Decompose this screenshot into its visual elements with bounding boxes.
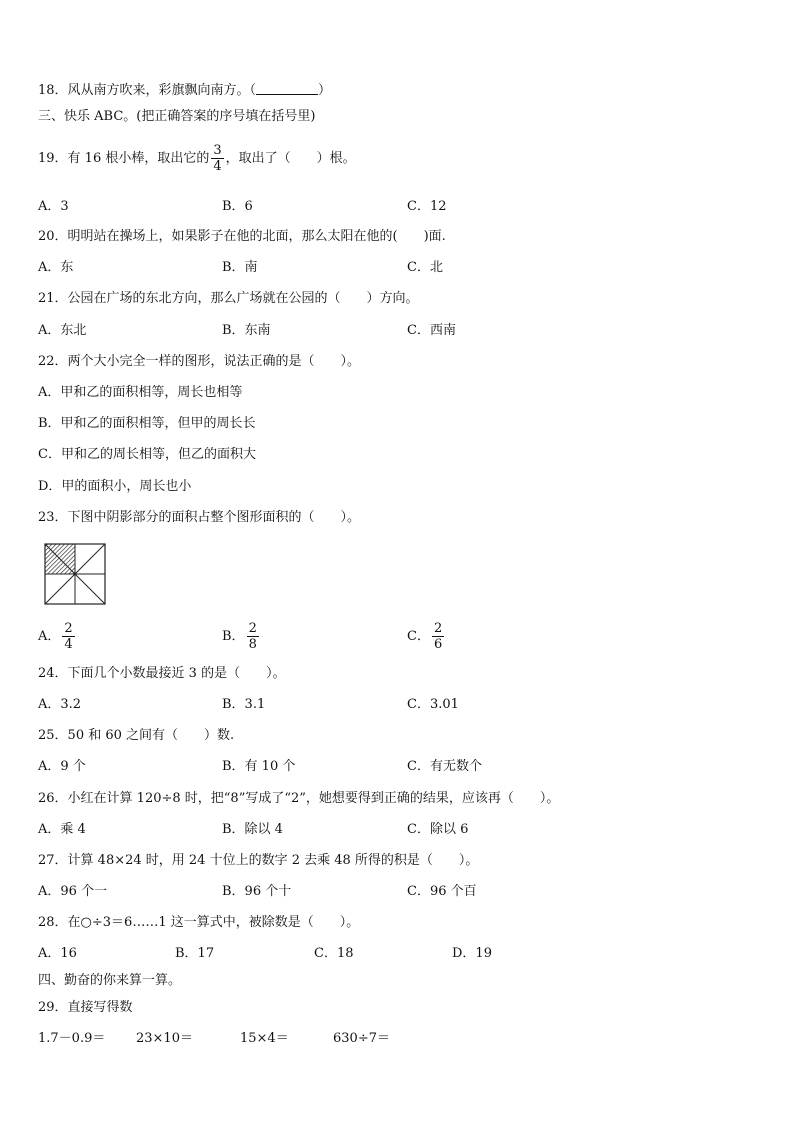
option-a[interactable]: A．96 个一 — [38, 884, 108, 899]
question-25-text: 25．50 和 60 之间有（ ）数. — [38, 728, 235, 743]
question-27-text: 27．计算 48×24 时，用 24 十位上的数字 2 去乘 48 所得的积是（ ）。 — [38, 853, 479, 868]
option-b[interactable]: B．6 — [222, 199, 253, 214]
question-20-text: 20．明明站在操场上，如果影子在他的北面，那么太阳在他的( )面. — [38, 229, 446, 244]
fraction — [247, 621, 259, 652]
option-b[interactable]: B．96 个十 — [222, 884, 292, 899]
option-d[interactable]: D．19 — [452, 946, 492, 961]
fraction-numerator: 3 — [213, 143, 222, 158]
option-b[interactable] — [222, 619, 261, 655]
option-c[interactable]: C．3.01 — [407, 697, 459, 712]
fraction — [211, 143, 223, 174]
option-a[interactable]: A．东 — [38, 260, 74, 275]
question-24-text: 24．下面几个小数最接近 3 的是（ ）。 — [38, 666, 286, 681]
option-c[interactable]: C．北 — [407, 260, 443, 275]
calc-item[interactable]: 1.7－0.9＝ — [38, 1031, 106, 1046]
question-23-text: 23．下图中阴影部分的面积占整个图形面积的（ ）。 — [38, 510, 361, 525]
question-18 — [38, 82, 331, 99]
option-a[interactable]: A．3 — [38, 199, 69, 214]
question-21-text: 21．公园在广场的东北方向，那么广场就在公园的（ ）方向。 — [38, 291, 419, 306]
fraction-denominator: 6 — [433, 637, 443, 652]
option-c[interactable]: C．12 — [407, 199, 447, 214]
fraction — [432, 621, 444, 652]
option-a[interactable]: A．乘 4 — [38, 822, 86, 837]
question-19 — [38, 142, 356, 176]
option-c[interactable] — [407, 619, 446, 655]
option-b[interactable]: B．除以 4 — [222, 822, 283, 837]
question-18-close: ） — [318, 83, 332, 98]
section-3-title: 三、快乐 ABC。(把正确答案的序号填在括号里) — [38, 109, 316, 124]
option-a[interactable] — [38, 619, 77, 655]
option-b[interactable]: B．3.1 — [222, 697, 266, 712]
calc-item[interactable]: 630÷7＝ — [333, 1031, 390, 1046]
option-c[interactable]: C．有无数个 — [407, 759, 482, 774]
fraction-denominator: 8 — [248, 637, 257, 652]
shaded-square-figure — [44, 543, 106, 605]
option-label: C． — [407, 629, 430, 644]
option-c[interactable]: C．甲和乙的周长相等，但乙的面积大 — [38, 447, 256, 462]
question-22-text: 22．两个大小完全一样的图形，说法正确的是（ ）。 — [38, 354, 361, 369]
option-b[interactable]: B．东南 — [222, 323, 271, 338]
option-b[interactable]: B．有 10 个 — [222, 759, 296, 774]
question-29-text: 29．直接写得数 — [38, 1000, 133, 1015]
fraction-denominator: 4 — [213, 159, 222, 174]
section-4-title: 四、勤奋的你来算一算。 — [38, 973, 182, 988]
question-26-text: 26．小红在计算 120÷8 时，把“8”写成了“2”，她想要得到正确的结果，应该再（ ）。 — [38, 791, 560, 806]
answer-blank[interactable] — [256, 82, 318, 95]
question-28-text: 28．在○÷3＝6……1 这一算式中，被除数是（ ）。 — [38, 915, 360, 930]
option-c[interactable]: C．除以 6 — [407, 822, 469, 837]
option-b[interactable]: B．南 — [222, 260, 258, 275]
fraction-numerator: 2 — [433, 621, 443, 636]
option-a[interactable]: A．16 — [38, 946, 77, 961]
fraction-numerator: 2 — [248, 621, 257, 636]
option-label: B． — [222, 629, 245, 644]
option-a[interactable]: A．东北 — [38, 323, 87, 338]
option-c[interactable]: C．西南 — [407, 323, 456, 338]
option-label: A． — [38, 629, 61, 644]
option-a[interactable]: A．甲和乙的面积相等，周长也相等 — [38, 385, 243, 400]
fraction — [62, 621, 74, 652]
calc-item[interactable]: 23×10＝ — [136, 1031, 193, 1046]
fraction-denominator: 4 — [64, 637, 73, 652]
option-a[interactable]: A．9 个 — [38, 759, 86, 774]
option-a[interactable]: A．3.2 — [38, 697, 82, 712]
option-d[interactable]: D．甲的面积小，周长也小 — [38, 479, 192, 494]
option-c[interactable]: C．96 个百 — [407, 884, 477, 899]
question-19-post: ，取出了（ ）根。 — [225, 151, 356, 166]
calc-item[interactable]: 15×4＝ — [240, 1031, 289, 1046]
fraction-numerator: 2 — [64, 621, 73, 636]
question-19-pre: 19．有 16 根小棒，取出它的 — [38, 151, 210, 166]
question-18-text: 18．风从南方吹来，彩旗飘向南方。（ — [38, 83, 257, 98]
option-b[interactable]: B．甲和乙的面积相等，但甲的周长长 — [38, 416, 256, 431]
option-b[interactable]: B．17 — [175, 946, 215, 961]
option-c[interactable]: C．18 — [314, 946, 354, 961]
